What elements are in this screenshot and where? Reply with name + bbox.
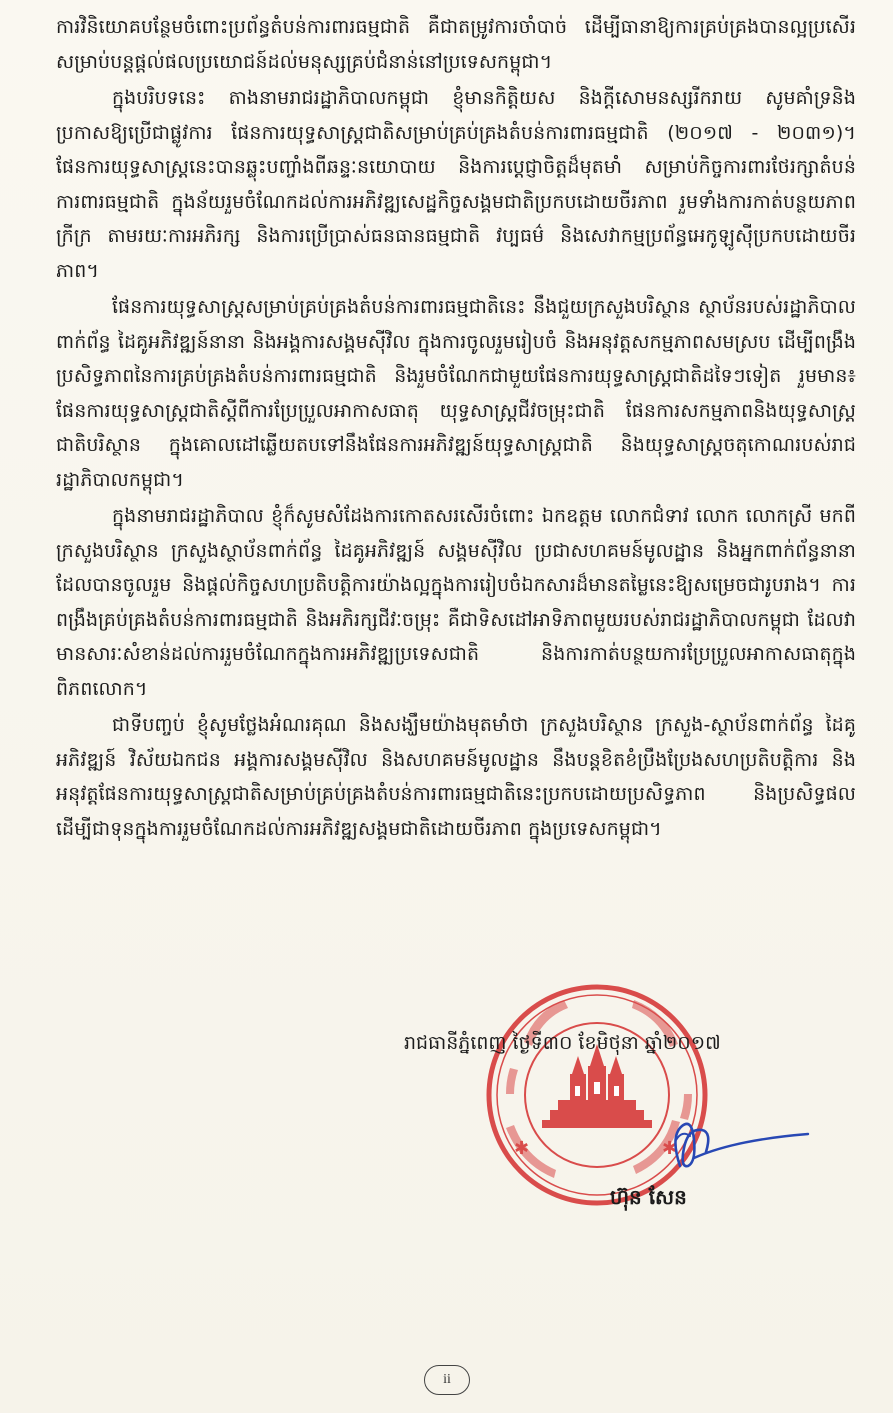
page-number: ii: [424, 1365, 470, 1395]
paragraph-4: ក្នុងនាមរាជរដ្ឋាភិបាល ខ្ញុំក៏សូមសំដែងការកោតសរសើរចំពោះ ឯកឧត្តម លោកជំទាវ លោក លោកស្រី មកពីក្រសួងបរិស្ថាន ក្រសួងស្ថាប័នពាក់ព័ន្ធ ដៃគូអភិវឌ្ឍន៍ សង្គមស៊ីវិល ប្រជាសហគមន៍មូលដ្ឋាន និងអ្នកពាក់ព័ន្ធនានា ដែលបានចូលរួម និងផ្តល់កិច្ចសហប្រតិបត្តិការយ៉ាងល្អក្នុងការរៀបចំឯកសារដ៏មានតម្លៃនេះឱ្យសម្រេចជារូបរាង។ ការពង្រឹងគ្រប់គ្រងតំបន់ការពារធម្មជាតិ និងអភិរក្សជីវៈចម្រុះ គឺជាទិសដៅអាទិភាពមួយរបស់រាជរដ្ឋាភិបាលកម្ពុជា ដែលវាមានសារៈសំខាន់ដល់ការរួមចំណែកក្នុងការអភិវឌ្ឍប្រទេសជាតិ និងការកាត់បន្ថយការប្រែប្រួលអាកាសធាតុក្នុងពិភពលោក។: [56, 505, 856, 700]
paragraph-5: ជាទីបញ្ចប់ ខ្ញុំសូមថ្លែងអំណរគុណ និងសង្ឃឹមយ៉ាងមុតមាំថា ក្រសួងបរិស្ថាន ក្រសួង-ស្ថាប័នពាក់ព័ន្ធ ដៃគូអភិវឌ្ឍន៍ វិស័យឯកជន អង្គការសង្គមស៊ីវិល និងសហគមន៍មូលដ្ឋាន នឹងបន្តខិតខំប្រឹងប្រែងសហប្រតិបត្តិការ និងអនុវត្តផែនការយុទ្ធសាស្ត្រជាតិសម្រាប់គ្រប់គ្រងតំបន់ការពារធម្មជាតិនេះប្រកបដោយប្រសិទ្ធភាព និងប្រសិទ្ធផល ដើម្បីជាទុនក្នុងការរួមចំណែកដល់ការអភិវឌ្ឍសង្គមជាតិដោយចីរភាព ក្នុងប្រទេសកម្ពុជា។: [56, 714, 856, 840]
paragraph-2: ក្នុងបរិបទនេះ តាងនាមរាជរដ្ឋាភិបាលកម្ពុជា ខ្ញុំមានកិត្តិយស និងក្តីសោមនស្សរីករាយ សូមគាំទ្រនិងប្រកាសឱ្យប្រើជាផ្លូវការ ផែនការយុទ្ធសាស្ត្រជាតិសម្រាប់គ្រប់គ្រងតំបន់ការពារធម្មជាតិ (២០១៧ - ២០៣១)។ ផែនការយុទ្ធសាស្ត្រនេះបានឆ្លុះបញ្ចាំងពីឆន្ទៈនយោបាយ និងការប្តេជ្ញាចិត្តដ៏មុតមាំ សម្រាប់កិច្ចការពារថែរក្សាតំបន់ការពារធម្មជាតិ ក្នុងន័យរួមចំណែកដល់ការអភិវឌ្ឍសេដ្ឋកិច្ចសង្គមជាតិប្រកបដោយចីរភាព រួមទាំងការកាត់បន្ថយភាពក្រីក្រ តាមរយៈការអភិរក្ស និងការប្រើប្រាស់ធនធានធម្មជាតិ វប្បធម៌ និងសេវាកម្មប្រព័ន្ធអេកូឡូស៊ីប្រកបដោយចីរភាព។: [56, 87, 856, 282]
paragraph-3: ផែនការយុទ្ធសាស្ត្រសម្រាប់គ្រប់គ្រងតំបន់ការពារធម្មជាតិនេះ នឹងជួយក្រសួងបរិស្ថាន ស្ថាប័នរបស់រដ្ឋាភិបាលពាក់ព័ន្ធ ដៃគូអភិវឌ្ឍន៍នានា និងអង្គការសង្គមស៊ីវិល ក្នុងការចូលរួមរៀបចំ និងអនុវត្តសកម្មភាពសមស្រប ដើម្បីពង្រឹងប្រសិទ្ធភាពនៃការគ្រប់គ្រងតំបន់ការពារធម្មជាតិ និងរួមចំណែកជាមួយផែនការយុទ្ធសាស្ត្រជាតិដទៃៗទៀត រួមមាន៖ ផែនការយុទ្ធសាស្ត្រជាតិស្តីពីការប្រែប្រួលអាកាសធាតុ យុទ្ធសាស្ត្រជីវចម្រុះជាតិ ផែនការសកម្មភាពនិងយុទ្ធសាស្ត្រជាតិបរិស្ថាន ក្នុងគោលដៅឆ្លើយតបទៅនឹងផែនការអភិវឌ្ឍន៍យុទ្ធសាស្ត្រជាតិ និងយុទ្ធសាស្ត្រចតុកោណរបស់រាជរដ្ឋាភិបាលកម្ពុជា។: [56, 296, 856, 491]
signer-name: ហ៊ុន សែន: [610, 1185, 687, 1209]
body-text: [56, 10, 856, 848]
signature-icon: [650, 1100, 810, 1180]
date-line: រាជធានីភ្នំពេញ ថ្ងៃទី៣០ ខែមិថុនា ឆ្នាំ២០១៧: [404, 1032, 721, 1054]
svg-text:✱: ✱: [514, 1138, 530, 1159]
svg-text:✱: ✱: [662, 1138, 678, 1159]
paragraph-1: ការវិនិយោគបន្ថែមចំពោះប្រព័ន្ធតំបន់ការពារធម្មជាតិ គឺជាតម្រូវការចាំបាច់ ដើម្បីធានាឱ្យការគ្រប់គ្រងបានល្អប្រសើរ សម្រាប់បន្តផ្តល់ផលប្រយោជន៍ដល់មនុស្សគ្រប់ជំនាន់នៅប្រទេសកម្ពុជា។: [56, 16, 856, 73]
